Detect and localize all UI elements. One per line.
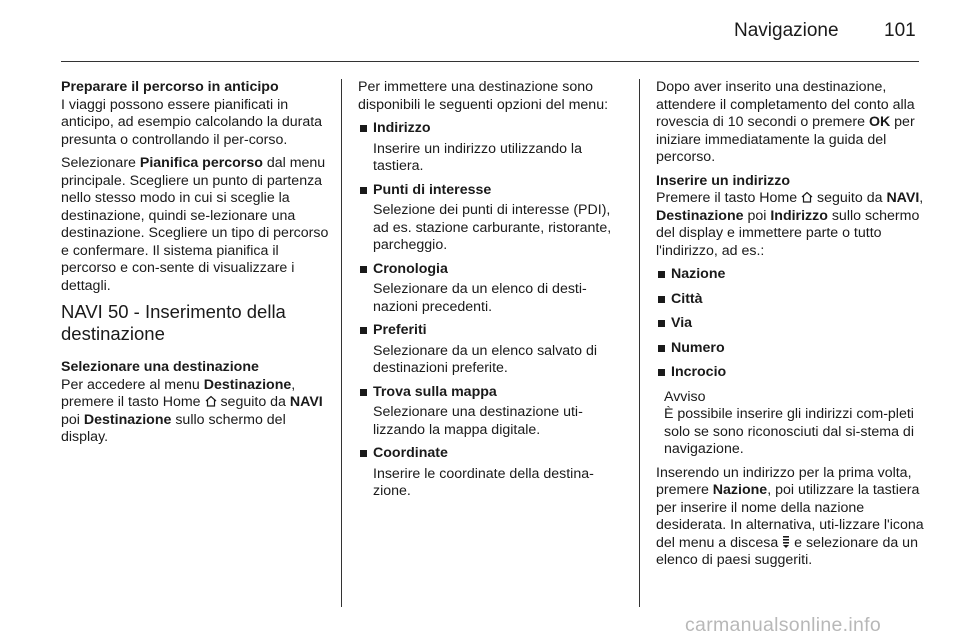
list-item: Nazione [656,266,924,284]
paragraph-plan-ahead: I viaggi possono essere pianificati in anticipo, ad esempio calcolando la durata presunta o controllando il per-corso. [61,96,323,148]
heading-prepare-route: Preparare il percorso in anticipo [61,79,279,95]
term-pianifica-percorso: Pianifica percorso [139,155,263,171]
heading-select-destination: Selezionare una destinazione [61,359,259,375]
paragraph-after-destination: Dopo aver inserito una destinazione, attendere il completamento del conto alla rovescia di 10 secondi o premere OK per iniziare immediatamente la guida del percorso. [656,79,915,165]
column-divider-1 [341,79,342,607]
list-item: Punti di interesse Selezione dei punti di interesse (PDI), ad es. stazione carburante, ristorante, parcheggio. [358,182,626,255]
paragraph-select-plan: Selezionare Pianifica percorso dal menu principale. Scegliere un punto di partenza nello stesso modo in cui si sceglie la destinazione, quindi se-lezionare una destinazione. Scegliere un tipo di percorso e confermare. Il sistema pianifica il percorso e con-sente di visualizzare i dettagli. [61,155,329,294]
home-icon [801,191,813,203]
paragraph-first-address: Inserendo un indirizzo per la prima volta, premere Nazione, poi utilizzare la tastiera per inserire il nome della nazione desiderata. In alternativa, uti-lizzare l'icona del menu a discesa e selezionare da un elenco di paesi suggeriti. [656,464,924,568]
section-title-navi50: NAVI 50 - Inserimento della destinazione [61,301,286,344]
list-item: Numero [656,340,924,358]
list-item: Via [656,315,924,333]
list-item: Indirizzo Inserire un indirizzo utilizzando la tastiera. [358,120,626,176]
column-divider-2 [639,79,640,607]
note-box [656,389,924,459]
column-2 [358,79,626,507]
list-item: Incrocio [656,364,924,382]
home-icon [205,395,217,407]
column-1 [61,79,329,453]
address-fields-list [656,266,924,382]
paragraph-access-destination: Per accedere al menu Destinazione, premere il tasto Home seguito da NAVI poi Destinazione sullo schermo del display. [61,376,323,445]
watermark: carmanualsonline.info [685,614,881,636]
note-text: È possibile inserire gli indirizzi com-pleti solo se sono riconosciuti dal si-stema di navigazione. [664,406,914,457]
paragraph-menu-intro: Per immettere una destinazione sono disponibili le seguenti opzioni del menu: [358,79,609,113]
dropdown-menu-icon [782,535,790,549]
list-item: Preferiti Selezionare da un elenco salvato di destinazioni preferite. [358,322,626,378]
list-item: Cronologia Selezionare da un elenco di desti-nazioni precedenti. [358,261,626,317]
page-number: 101 [884,20,916,41]
page-header-title: Navigazione [734,20,839,41]
list-item: Trova sulla mappa Selezionare una destinazione uti-lizzando la mappa digitale. [358,384,626,440]
paragraph-enter-address: Premere il tasto Home seguito da NAVI, Destinazione poi Indirizzo sullo schermo del display e immettere parte o tutto l'indirizzo, ad es.: [656,190,924,259]
list-item: Coordinate Inserire le coordinate della destina-zione. [358,445,626,501]
header-divider [61,61,919,62]
note-title: Avviso [664,388,706,405]
column-3 [656,79,924,576]
heading-enter-address: Inserire un indirizzo [656,172,791,189]
list-item: Città [656,291,924,309]
